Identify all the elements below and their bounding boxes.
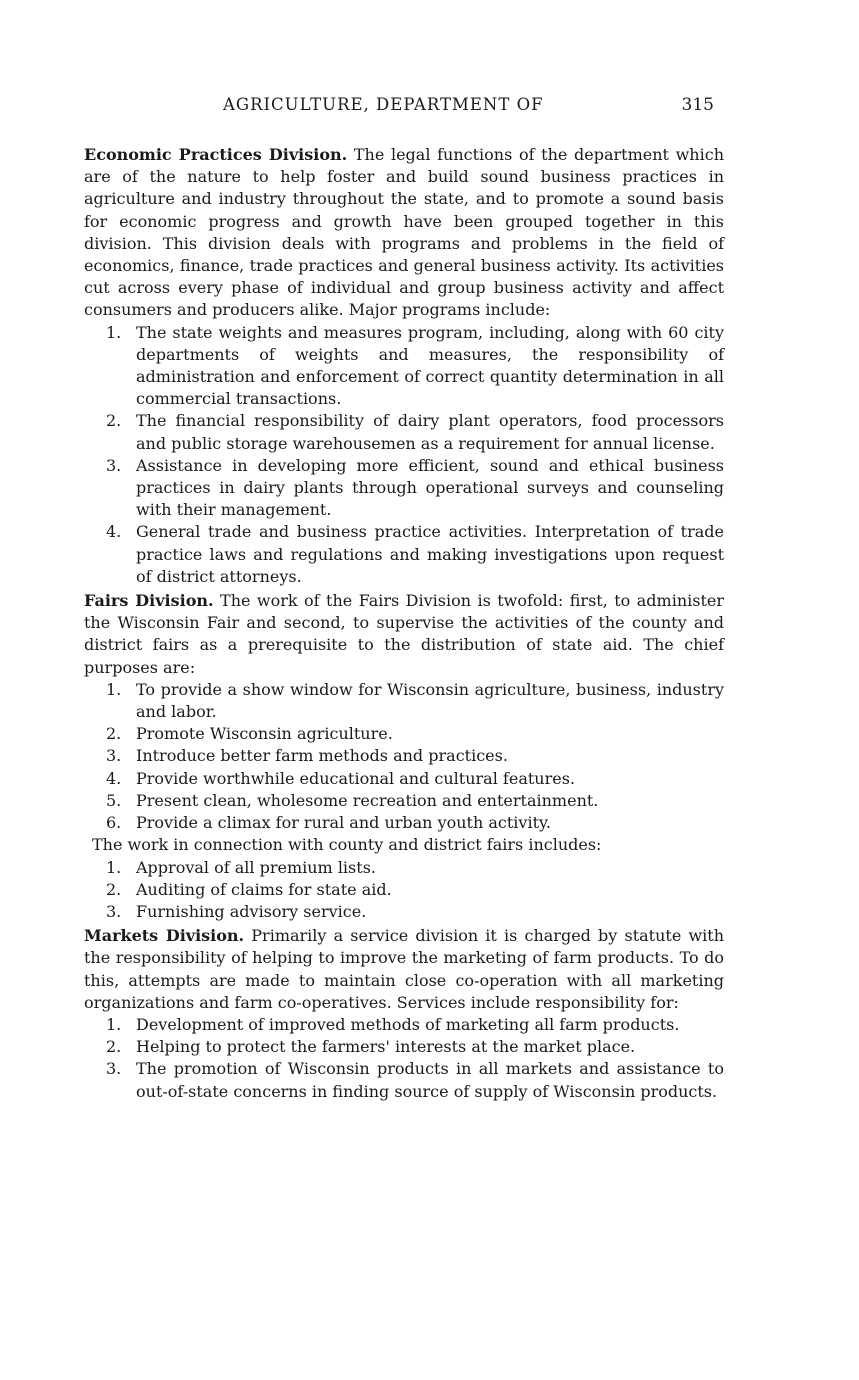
list-item-text: Promote Wisconsin agriculture. [136,724,393,744]
list-number: 2. [106,879,122,899]
list-item [106,322,724,411]
list-item [106,745,724,767]
list-item-text: Assistance in developing more efficient, sound and ethical business practices in dairy plants through operational surveys and counseling with their management. [136,455,724,520]
list-number: 6. [106,813,122,833]
list-item [106,679,724,723]
markets-heading: Markets Division. [84,926,245,946]
list-number: 5. [106,790,122,810]
list-number: 1. [106,857,122,877]
economic-practices-section [84,144,724,588]
list-number: 3. [106,901,122,921]
list-item-text: Development of improved methods of marketing all farm products. [136,1014,680,1034]
markets-intro-paragraph [84,925,724,1014]
list-item [106,1058,724,1102]
list-item [106,768,724,790]
list-item-text: The promotion of Wisconsin products in all markets and assistance to out-of-state concerns in finding source of supply of Wisconsin products. [136,1059,724,1101]
list-item [106,812,724,834]
list-item [106,790,724,812]
list-number: 4. [106,522,122,542]
list-item-text: Approval of all premium lists. [136,857,376,877]
list-item-text: Introduce better farm methods and practices. [136,746,508,766]
list-item [106,879,724,901]
fairs-purposes-list [84,679,724,834]
county-fairs-intro: The work in connection with county and district fairs includes: [92,835,602,855]
county-fairs-list [84,857,724,924]
list-item [106,723,724,745]
economic-heading: Economic Practices Division. [84,145,348,164]
list-item-text: To provide a show window for Wisconsin agriculture, business, industry and labor. [136,679,724,722]
list-number: 2. [106,1037,122,1057]
running-title: AGRICULTURE, DEPARTMENT OF [223,95,544,114]
list-item-text: Furnishing advisory service. [136,901,367,921]
list-item [106,410,724,454]
markets-section [84,925,724,1103]
page-content [84,144,724,1105]
list-number: 1. [106,322,122,342]
list-item-text: Provide worthwhile educational and cultural features. [136,768,575,788]
list-item [106,521,724,588]
list-number: 2. [106,724,122,744]
list-number: 1. [106,679,122,699]
list-item-text: Present clean, wholesome recreation and entertainment. [136,790,599,810]
markets-intro-text: Primarily a service division it is charged by statute with the responsibility of helping to improve the marketing of farm products. To do this, attempts are made to maintain close co-operation with all marketing organizations and farm co-operatives. Services include responsibility for: [84,926,725,1012]
list-item-text: Helping to protect the farmers' interests at the market place. [136,1037,636,1057]
fairs-section [84,590,724,923]
economic-programs-list [84,322,724,588]
economic-intro-text: The legal functions of the department which are of the nature to help foster and build sound business practices in agriculture and industry throughout the state, and to promote a sound basis for economic progress and growth have been grouped together in this division. This division deals with programs and problems in the field of economics, finance, trade practices and general business activity. Its activities cut across every phase of individual and group business activity and affect consumers and producers alike. Major programs include: [84,145,724,320]
list-item-text: General trade and business practice activities. Interpretation of trade practice laws and regulations and making investigations upon request of district attorneys. [136,522,724,586]
list-item-text: Auditing of claims for state aid. [136,879,392,899]
list-number: 2. [106,411,122,431]
list-item-text: The financial responsibility of dairy plant operators, food processors and public storage warehousemen as a requirement for annual license. [136,411,724,453]
list-item [106,857,724,879]
fairs-heading: Fairs Division. [84,591,214,611]
list-item [106,1036,724,1058]
fairs-intro-text: The work of the Fairs Division is twofold: first, to administer the Wisconsin Fair and second, to supervise the activities of the county and district fairs as a prerequisite to the distribution of state aid. The chief purposes are: [84,591,724,677]
page-number: 315 [681,95,714,115]
running-head [88,94,720,120]
list-number: 3. [106,746,122,766]
list-number: 3. [106,1059,122,1079]
list-number: 1. [106,1014,122,1034]
list-item-text: Provide a climax for rural and urban youth activity. [136,813,551,833]
fairs-intro-paragraph [84,590,724,679]
list-item [106,455,724,522]
markets-services-list [84,1014,724,1103]
economic-intro-paragraph [84,144,724,322]
list-item [106,1014,724,1036]
list-number: 3. [106,455,122,475]
list-item-text: The state weights and measures program, including, along with 60 city departments of weights and measures, the responsibility of administration and enforcement of correct quantity determination in all commercial transactions. [136,322,724,409]
list-item [106,901,724,923]
list-number: 4. [106,768,122,788]
